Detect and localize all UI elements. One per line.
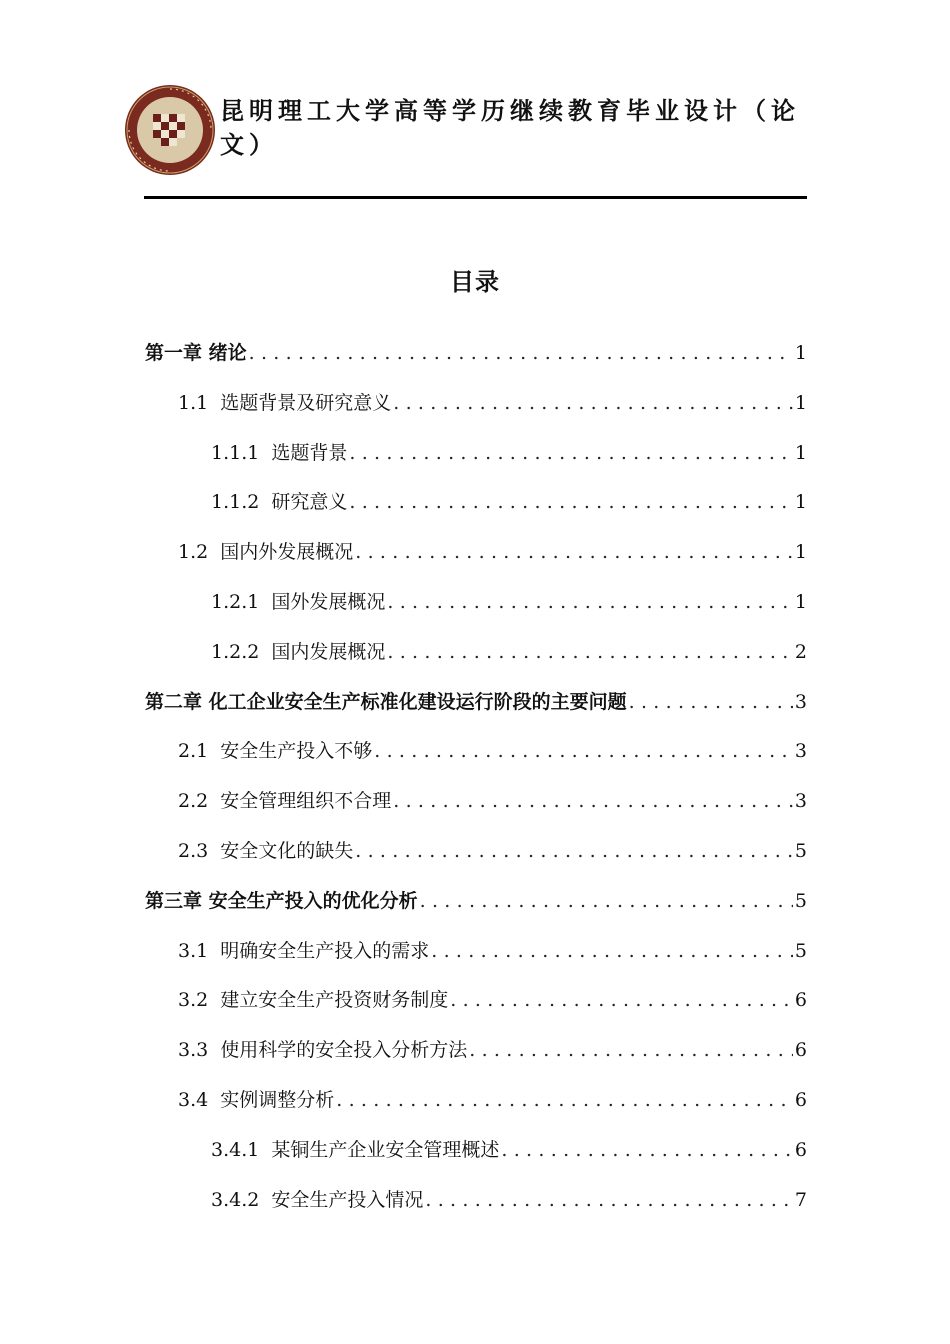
toc-entry-number: 1.2	[178, 541, 209, 564]
toc-entry[interactable]	[145, 336, 807, 370]
toc-entry-text: 第一章 绪论	[145, 342, 247, 364]
toc-dot-leader	[420, 884, 793, 918]
toc-dot-leader	[450, 983, 793, 1017]
toc-page-number: 1	[794, 491, 807, 514]
toc-entry-number: 3.2	[178, 989, 209, 1012]
toc-dot-leader	[355, 535, 793, 569]
toc-page-number: 3	[794, 740, 807, 763]
toc-entry[interactable]	[211, 1133, 807, 1167]
toc-entry[interactable]	[178, 386, 807, 420]
toc-page-number: 7	[794, 1188, 807, 1211]
toc-entry-number: 2.3	[178, 840, 209, 862]
toc-page-number: 5	[794, 939, 807, 962]
toc-page-number: 6	[794, 1138, 807, 1161]
toc-entry-text: 第三章 安全生产投入的优化分析	[145, 889, 418, 912]
toc-title: 目录	[450, 268, 500, 296]
toc-dot-leader	[355, 834, 793, 868]
toc-entry-text: 安全生产投入情况	[271, 1188, 424, 1211]
toc-dot-leader	[425, 1183, 793, 1217]
toc-entry-number: 1.2.1	[211, 591, 260, 613]
toc-entry[interactable]	[178, 983, 807, 1017]
toc-entry-number: 3.4	[178, 1089, 209, 1111]
toc-entry-text: 实例调整分析	[220, 1089, 335, 1111]
toc-entry-text: 第二章 化工企业安全生产标准化建设运行阶段的主要问题	[145, 690, 627, 713]
toc-entry[interactable]	[178, 934, 807, 968]
toc-dot-leader	[374, 734, 793, 768]
toc-page-number: 5	[794, 840, 807, 862]
toc-entry[interactable]	[145, 884, 807, 918]
toc-entry-number: 1.2.2	[211, 640, 260, 663]
toc-dot-leader	[387, 635, 793, 669]
toc-entry-text: 安全文化的缺失	[220, 840, 354, 862]
toc-dot-leader	[393, 784, 793, 818]
toc-entry-text: 建立安全生产投资财务制度	[220, 989, 449, 1012]
toc-entry[interactable]	[211, 436, 807, 470]
toc-dot-leader	[469, 1033, 793, 1067]
toc-dot-leader	[431, 934, 793, 968]
toc-page-number: 1	[794, 541, 807, 564]
toc-entry[interactable]	[145, 685, 807, 719]
toc-entry-text: 某铜生产企业安全管理概述	[271, 1138, 500, 1161]
toc-entry-text: 明确安全生产投入的需求	[220, 939, 430, 962]
toc-page-number: 3	[794, 690, 807, 713]
toc-dot-leader	[349, 485, 793, 519]
toc-entry-text: 选题背景	[271, 441, 348, 464]
toc-entry-number: 3.3	[178, 1039, 209, 1062]
toc-dot-leader	[501, 1133, 793, 1167]
toc-entry-number: 1.1	[178, 391, 209, 414]
toc-entry-number: 1.1.2	[211, 491, 260, 514]
toc-entry[interactable]	[211, 485, 807, 519]
toc-page-number: 1	[794, 342, 807, 364]
toc-entry-text: 国外发展概况	[271, 591, 386, 613]
toc-entry-text: 安全生产投入不够	[220, 740, 373, 763]
toc-page-number: 6	[794, 989, 807, 1012]
toc-page-number: 6	[794, 1089, 807, 1111]
university-logo	[124, 84, 216, 176]
toc-entry-text: 选题背景及研究意义	[220, 391, 392, 414]
toc-entry-text: 使用科学的安全投入分析方法	[220, 1039, 468, 1062]
toc-entry[interactable]	[211, 1183, 807, 1217]
toc-entry-number: 3.4.1	[211, 1138, 260, 1161]
toc-dot-leader	[336, 1083, 793, 1117]
toc-page-number: 3	[794, 790, 807, 813]
toc-entry-number: 2.2	[178, 790, 209, 813]
toc-entry[interactable]	[178, 734, 807, 768]
toc-entry-number: 3.4.2	[211, 1188, 260, 1211]
toc-entry[interactable]	[211, 585, 807, 619]
toc-dot-leader	[393, 386, 793, 420]
toc-entry-text: 国内外发展概况	[220, 541, 354, 564]
toc-entry[interactable]	[178, 1033, 807, 1067]
toc-page-number: 6	[794, 1039, 807, 1062]
header-title: 昆明理工大学高等学历继续教育毕业设计（论文）	[220, 96, 800, 159]
toc-entry[interactable]	[211, 635, 807, 669]
toc-entry[interactable]	[178, 1083, 807, 1117]
toc-page-number: 1	[794, 391, 807, 414]
toc-entry-number: 1.1.1	[211, 441, 260, 464]
header-divider	[144, 196, 807, 199]
toc-entry-text: 安全管理组织不合理	[220, 790, 392, 813]
toc-page-number: 5	[794, 889, 807, 912]
toc-entry[interactable]	[178, 535, 807, 569]
toc-entry-number: 2.1	[178, 740, 209, 763]
toc-dot-leader	[387, 585, 793, 619]
toc-page-number: 1	[794, 591, 807, 613]
toc-entry-text: 国内发展概况	[271, 640, 386, 663]
toc-page-number: 2	[794, 640, 807, 663]
document-header	[124, 84, 807, 184]
toc-page-number: 1	[794, 441, 807, 464]
toc-dot-leader	[629, 685, 793, 719]
toc-entry[interactable]	[178, 834, 807, 868]
toc-entry[interactable]	[178, 784, 807, 818]
toc-entry-number: 3.1	[178, 939, 209, 962]
toc-dot-leader	[349, 436, 793, 470]
toc-entry-text: 研究意义	[271, 491, 348, 514]
toc-dot-leader	[249, 336, 793, 370]
